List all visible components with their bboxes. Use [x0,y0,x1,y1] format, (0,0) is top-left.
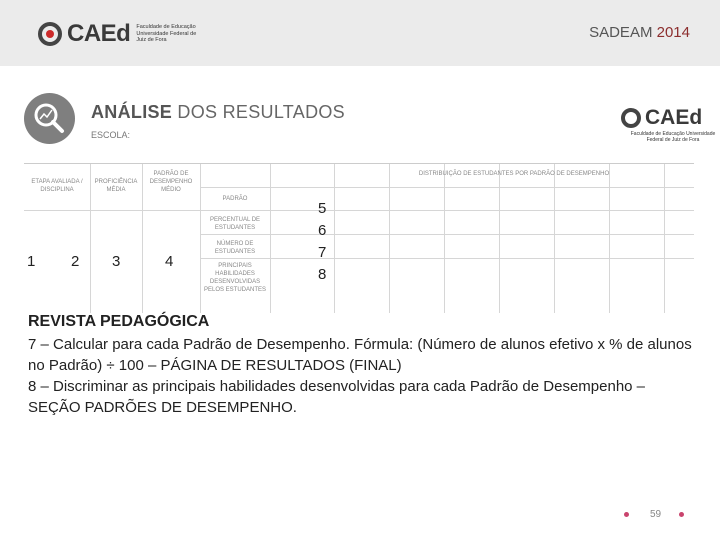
instruction-8: 8 – Discriminar as principais habilidades desenvolvidas para cada Padrão de Desempenho – SEÇÃO PADRÕES DE DESEMPENHO. [28,378,646,416]
marker-2: 2 [71,253,80,270]
logo-small-word: CAEd [645,106,703,129]
results-table [24,163,694,313]
sheet-title-rest: DOS RESULTADOS [172,102,345,122]
row-percentual: PERCENTUAL DE ESTUDANTES [209,217,261,231]
escola-label: ESCOLA: [91,130,131,140]
col-padrao-medio: PADRÃO DE DESEMPENHO MÉDIO [149,171,193,193]
results-sheet-image [24,80,720,313]
sheet-title-bold: ANÁLISE [91,102,173,122]
col-etapa: ETAPA AVALIADA / DISCIPLINA [31,179,83,193]
instruction-7: 7 – Calcular para cada Padrão de Desempenho. Fórmula: (Número de alunos efetivo x % de alunos no Padrão) ÷ 100 – PÁGINA DE RESULTADOS (FINAL) [28,336,692,374]
page-number: 59 [650,509,662,520]
sadeam-year: 2014 [656,24,690,41]
col-padrao: PADRÃO [222,196,248,202]
caed-logo-small-icon [621,108,641,128]
col-distribuicao: DISTRIBUIÇÃO DE ESTUDANTES POR PADRÃO DE DESEMPENHO [418,171,610,177]
row-numero: NÚMERO DE ESTUDANTES [214,241,256,255]
sheet-title [91,102,345,123]
logo-subtitle: Faculdade de Educação Universidade Federal de Juiz de Fora [136,24,197,44]
col-proficiencia: PROFICIÊNCIA MÉDIA [94,179,138,193]
footer-dot-left [624,512,629,517]
row-habilidades: PRINCIPAIS HABILIDADES DESENVOLVIDAS PELOS ESTUDANTES [203,263,266,293]
marker-6: 6 [318,222,327,239]
marker-8: 8 [318,266,327,283]
footer-dot-right [679,512,684,517]
logo-small-subtitle: Faculdade de Educação Universidade Federal de Juiz de Fora [630,131,716,143]
marker-1: 1 [27,253,36,270]
marker-3: 3 [112,253,121,270]
instructions-body [28,334,700,418]
caed-logo-icon [38,22,62,46]
slide-header [0,0,720,66]
marker-7: 7 [318,244,327,261]
section-heading: REVISTA PEDAGÓGICA [28,313,210,330]
caed-logo [38,20,196,48]
sadeam-title [589,24,690,41]
markers-right [318,198,326,286]
sadeam-brand: SADEAM [589,24,653,41]
magnifier-icon [24,93,75,144]
marker-5: 5 [318,200,327,217]
marker-4: 4 [165,253,174,270]
logo-word: CAEd [67,20,131,47]
